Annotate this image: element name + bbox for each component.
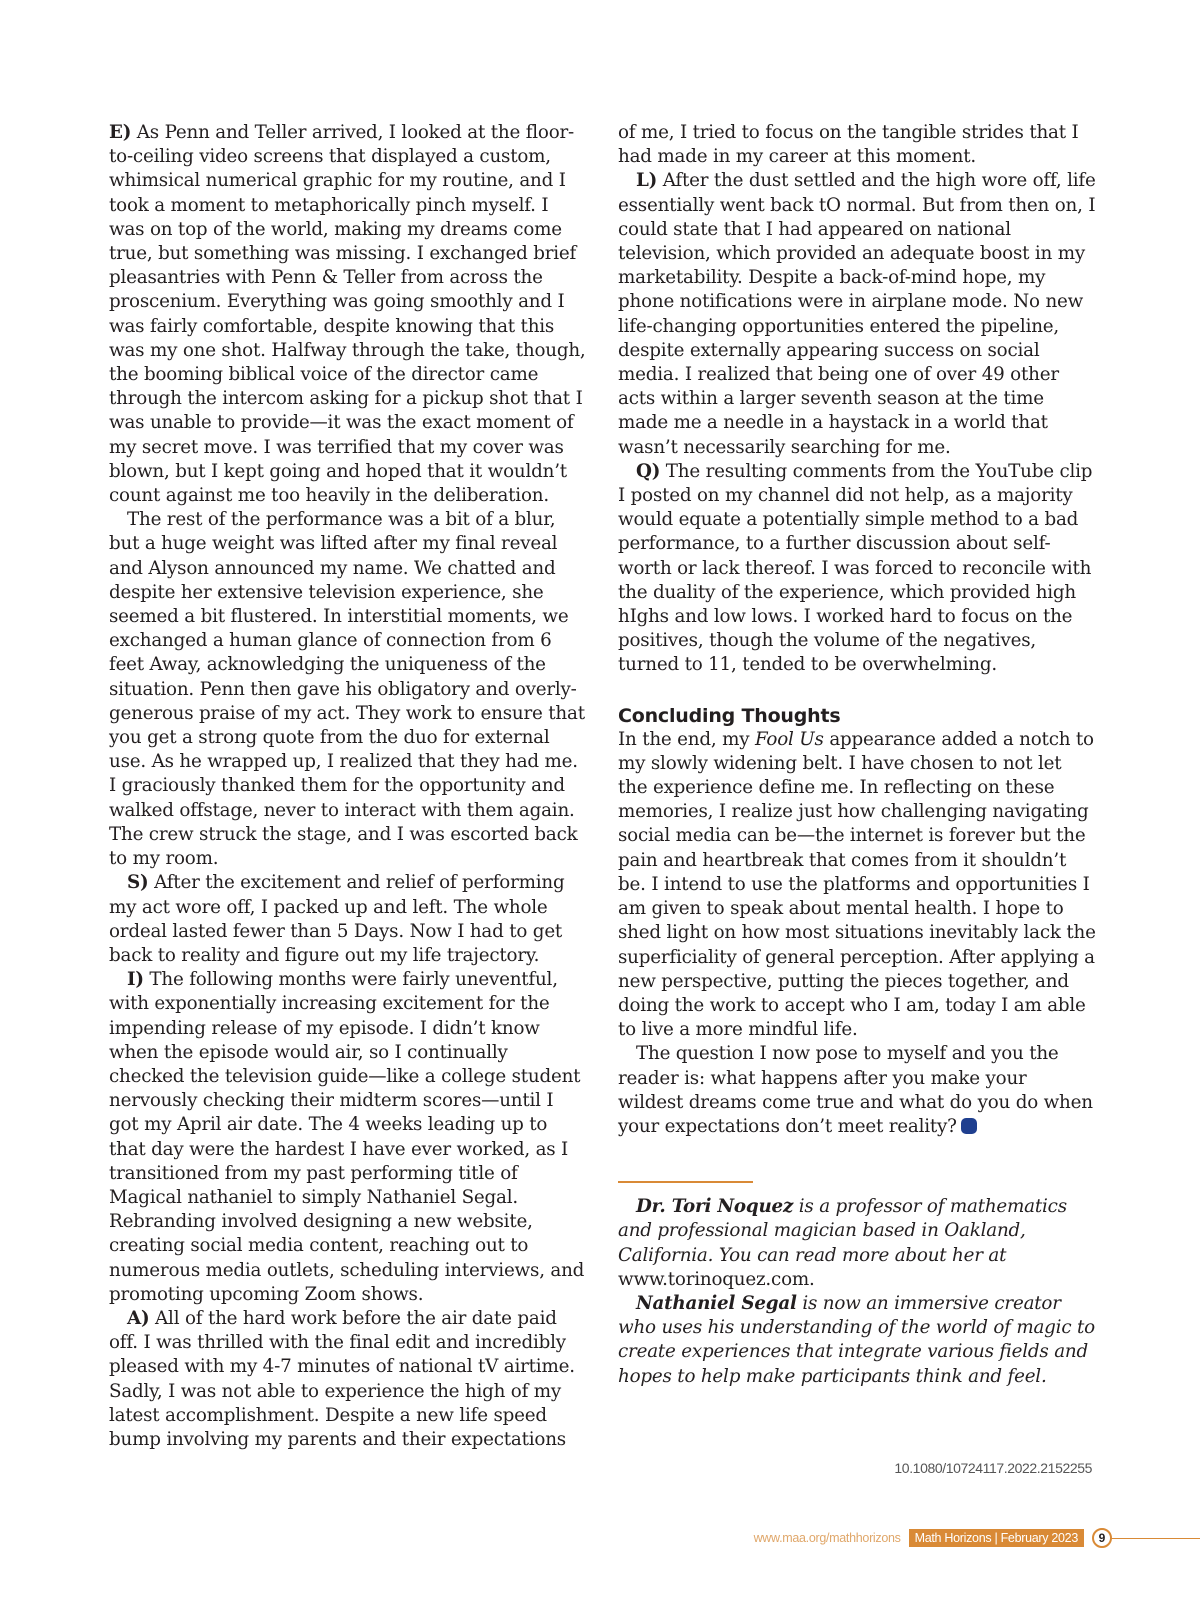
paragraph: Q) The resulting comments from the YouTube clip I posted on my channel did not help, as a majority would equate a potentially simple method to a bad performance, to a further discussion about self-worth or lack thereof. I was forced to reconcile with the duality of the experience, which provided high hIghs and low lows. I worked hard to focus on the positives, though the volume of the negatives, turned to 11, tended to be overwhelming. (618, 460, 1093, 676)
author-bio: Nathaniel Segal is now an immersive creator who uses his understanding of the world of magic to create experiences that integrate various fields and hopes to help make participants think and feel. (618, 1292, 1095, 1387)
left-column (109, 121, 587, 1452)
paragraph: of me, I tried to focus on the tangible strides that I had made in my career at this moment. (618, 122, 1079, 168)
paragraph: E) As Penn and Teller arrived, I looked at the floor-to-ceiling video screens that displayed a custom, whimsical numerical graphic for my routine, and I took a moment to metaphorically pinch myself. I was on top of the world, making my dreams come true, but something was missing. I exchanged brief pleasantries with Penn & Teller from across the proscenium. Everything was going smoothly and I was fairly comfortable, despite knowing that this was my one shot. Halfway through the take, though, the booming biblical voice of the director came through the intercom asking for a pickup shot that I was unable to provide—it was the exact moment of my secret move. I was terrified that my cover was blown, but I kept going and hoped that it wouldn’t count against me too heavily in the deliberation. (109, 122, 586, 507)
paragraph: L) After the dust settled and the high wore off, life essentially went back tO normal. But from then on, I could state that I had appeared on national television, which provided an adequate boost in my marketability. Despite a back-of-mind hope, my phone notifications were in airplane mode. No new life-changing opportunities entered the pipeline, despite externally appearing success on social media. I realized that being one of over 49 other acts within a larger seventh season at the time made me a needle in a haystack in a world that wasn’t necessarily searching for me. (618, 170, 1096, 458)
footer-site-link[interactable]: www.maa.org/mathhorizons (753, 1531, 901, 1545)
page-number: 9 (1092, 1528, 1112, 1548)
footer-rule (1110, 1538, 1200, 1539)
end-of-article-icon (961, 1118, 977, 1134)
section-heading: Concluding Thoughts (618, 704, 841, 727)
right-column (618, 121, 1096, 1389)
footer-publication: Math Horizons | February 2023 (909, 1529, 1084, 1547)
paragraph: In the end, my Fool Us appearance added a notch to my slowly widening belt. I have chosen to not let the experience define me. In reflecting on these memories, I realize just how challenging navigating social media can be—the internet is forever but the pain and heartbreak that comes from it shouldn’t be. I intend to use the platforms and opportunities I am given to speak about mental health. I hope to shed light on how most situations inevitably lack the superficiality of general perception. After applying a new perspective, putting the pieces together, and doing the work to accept who I am, today I am able to live a more mindful life. (618, 728, 1096, 1041)
author-website-link[interactable]: www.torinoquez.com. (618, 1268, 815, 1290)
author-bio: Dr. Tori Noquez is a professor of mathematics and professional magician based in Oakland, California. You can read more about her at www.torinoquez.com. (618, 1196, 1067, 1290)
paragraph: The rest of the performance was a bit of a blur, but a huge weight was lifted after my final reveal and Alyson announced my name. We chatted and despite her extensive television experience, she seemed a bit flustered. In interstitial moments, we exchanged a human glance of connection from 6 feet Away, acknowledging the uniqueness of the situation. Penn then gave his obligatory and overly-generous praise of my act. They work to ensure that you get a strong quote from the duo for external use. As he wrapped up, I realized that they had me. I graciously thanked them for the opportunity and walked offstage, never to interact with them again. The crew struck the stage, and I was escorted back to my room. (109, 509, 585, 870)
paragraph: I) The following months were fairly uneventful, with exponentially increasing excitement for the impending release of my episode. I didn’t know when the episode would air, so I continually checked the television guide—like a college student nervously checking their midterm scores—until I got my April air date. The 4 weeks leading up to that day were the hardest I have ever worked, as I transitioned from my past performing title of Magical nathaniel to simply Nathaniel Segal. Rebranding involved designing a new website, creating social media content, reaching out to numerous media outlets, scheduling interviews, and promoting upcoming Zoom shows. (109, 969, 585, 1305)
paragraph: The question I now pose to myself and you the reader is: what happens after you make your wildest dreams come true and what do you do when your expectations don’t meet reality? (618, 1043, 1093, 1137)
divider (618, 1181, 753, 1183)
doi: 10.1080/10724117.2022.2152255 (894, 1460, 1092, 1476)
paragraph: S) After the excitement and relief of performing my act wore off, I packed up and left. The whole ordeal lasted fewer than 5 Days. Now I had to get back to reality and figure out my life trajectory. (109, 872, 565, 966)
paragraph: A) All of the hard work before the air date paid off. I was thrilled with the final edit and incredibly pleased with my 4-7 minutes of national tV airtime. Sadly, I was not able to experience the high of my latest accomplishment. Despite a new life speed bump involving my parents and their expectations (109, 1307, 575, 1450)
page-footer (754, 1528, 1112, 1548)
